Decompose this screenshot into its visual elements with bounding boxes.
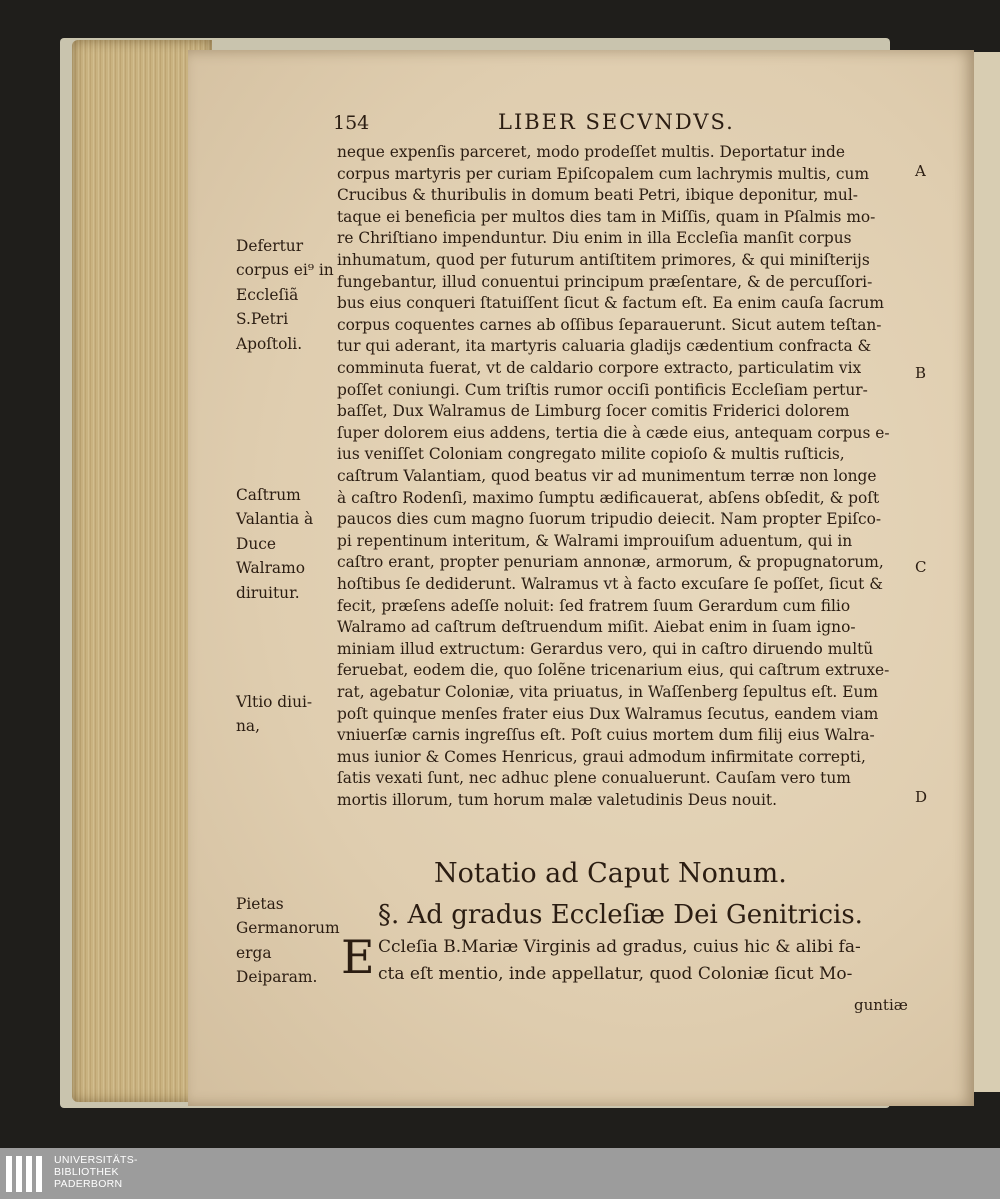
body-line: vniuerſæ carnis ingreſſus eſt. Poſt cuius mortem dum filij eius Walra- (337, 726, 875, 745)
body-line: neque expenſis parceret, modo prodeſſet multis. Deportatur inde (337, 143, 845, 161)
body-line: poſt quinque menſes frater eius Dux Walramus ſecutus, eandem viam (337, 704, 879, 723)
body-line: ſatis vexati ſunt, nec adhuc plene conualuerunt. Cauſam vero tum (337, 769, 851, 788)
body-line: paucos dies cum magno ſuorum tripudio deiecit. Nam propter Epiſco- (337, 510, 882, 529)
paragraph-line-2: cta eſt mentio, inde appellatur, quod Coloniæ ſicut Mo- (378, 964, 853, 984)
catchword: guntiæ (854, 996, 908, 1014)
library-name-line-1: UNIVERSITÄTS- (54, 1154, 138, 1166)
body-line: baſſet, Dux Walramus de Limburg ſocer comitis Friderici dolorem (337, 402, 850, 421)
body-line: fungebantur, illud conuentui principum præſentare, & de percuſſori- (337, 272, 873, 291)
chapter-note-heading: Notatio ad Caput Nonum. (434, 858, 787, 889)
body-line: feruebat, eodem die, quo ſolẽne tricenarium eius, qui caſtrum extruxe- (337, 661, 890, 680)
section-letter-d: D (915, 788, 928, 806)
library-name-line-2: BIBLIOTHEK (54, 1166, 119, 1178)
running-head: LIBER SECVNDVS. (498, 110, 735, 134)
body-line: taque ei beneficia per multos dies tam in Miſſis, quam in Pſalmis mo- (337, 207, 876, 226)
body-line: comminuta fuerat, vt de caldario corpore extracto, particulatim vix (337, 359, 862, 377)
section-letter-c: C (915, 558, 927, 576)
body-line: corpus martyris per curiam Epiſcopalem cum lachrymis multis, cum (337, 164, 870, 183)
body-line: fecit, præſens adeſſe noluit: ſed fratrem ſuum Gerardum cum filio (337, 596, 851, 615)
paragraph-line-1: Ccleſia B.Mariæ Virginis ad gradus, cuius hic & alibi fa- (378, 937, 861, 957)
body-line: à caſtro Rodenſi, maximo ſumptu ædificauerat, abſens obſedit, & poſt (337, 488, 880, 507)
body-line: caſtro erant, propter penuriam annonæ, armorum, & propugnatorum, (337, 553, 884, 572)
body-line: re Chriſtiano impenduntur. Diu enim in illa Eccleſia manſit corpus (337, 229, 852, 248)
library-name-line-3: PADERBORN (54, 1178, 123, 1190)
body-line: mortis illorum, tum horum malæ valetudinis Deus nouit. (337, 791, 778, 809)
body-line: bus eius conqueri ſtatuiſſent ſicut & factum eſt. Ea enim cauſa ſacrum (337, 294, 884, 313)
library-name (54, 1154, 138, 1190)
book-page (188, 50, 974, 1106)
body-line: ſuper dolorem eius addens, tertia die à cæde eius, antequam corpus e- (337, 423, 890, 442)
library-logo-icon (4, 1152, 48, 1196)
page-number: 154 (333, 112, 370, 134)
margin-note-4: Pietas Germanorum erga Deiparam. (236, 895, 340, 987)
body-line: tur qui aderant, ita martyris caluaria gladijs cædentium confracta & (337, 337, 872, 356)
body-line: caſtrum Valantiam, quod beatus vir ad munimentum terræ non longe (337, 467, 877, 485)
section-heading: §. Ad gradus Eccleſiæ Dei Genitricis. (378, 900, 863, 930)
body-line: Walramo ad caſtrum deſtruendum miſit. Aiebat enim in ſuam igno- (337, 618, 856, 637)
body-line: pi repentinum interitum, & Walrami improuiſum aduentum, qui in (337, 531, 853, 550)
margin-note-1: Defertur corpus ei⁹ in Eccleſiã S.Petri Apoſtoli. (236, 237, 334, 353)
library-footer (0, 1148, 1000, 1199)
body-line: Crucibus & thuribulis in domum beati Petri, ibique deponitur, mul- (337, 186, 858, 205)
drop-cap: E (341, 930, 375, 984)
body-line: ius veniſſet Coloniam congregato milite copioſo & multis ruſticis, (337, 445, 845, 464)
margin-note-2: Caſtrum Valantia à Duce Walramo diruitur. (236, 486, 314, 602)
body-line: miniam illud extructum: Gerardus vero, qui in caſtro diruendo multũ (337, 639, 874, 658)
body-line: inhumatum, quod per futurum antiſtitem primores, & qui miniſterijs (337, 251, 870, 269)
body-line: poſſet coniungi. Cum triſtis rumor occiſi pontificis Eccleſiam pertur- (337, 380, 868, 399)
body-line: hoſtibus ſe dediderunt. Walramus vt à facto excuſare ſe poſſet, ſicut & (337, 575, 883, 593)
body-line: mus iunior & Comes Henricus, graui admodum infirmitate correpti, (337, 747, 866, 766)
section-letter-a: A (915, 162, 926, 180)
margin-note-3: Vltio diui-na, (236, 693, 313, 736)
body-line: corpus coquentes carnes ab oſſibus ſeparauerunt. Sicut autem teſtan- (337, 315, 882, 334)
section-letter-b: B (915, 364, 927, 382)
body-line: rat, agebatur Coloniæ, vita priuatus, in Waſſenberg ſepultus eſt. Eum (337, 683, 878, 701)
